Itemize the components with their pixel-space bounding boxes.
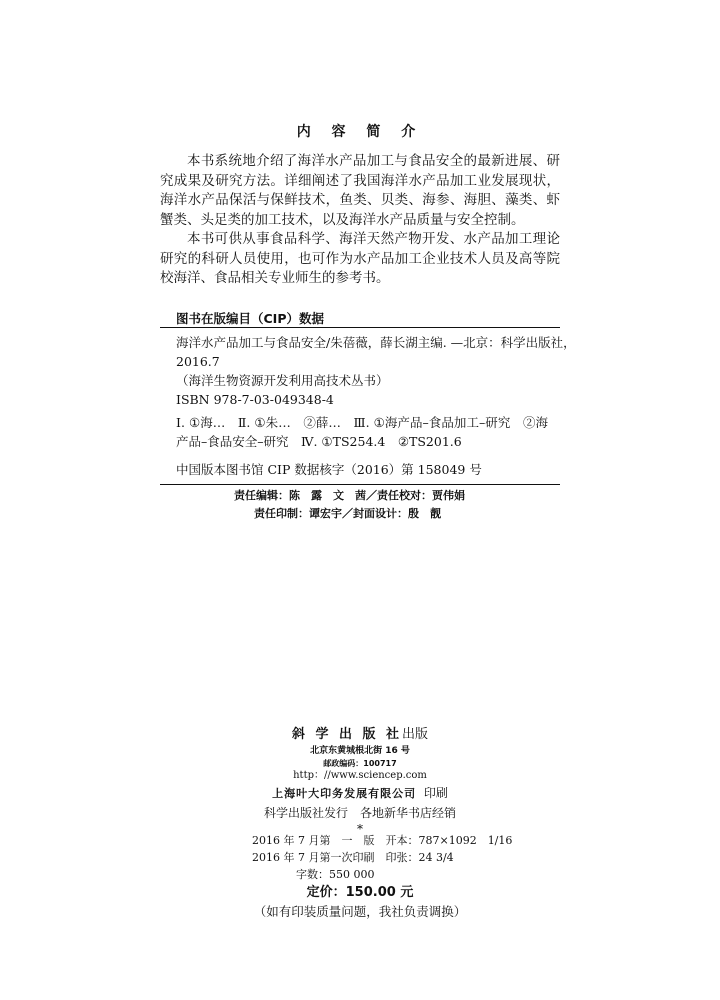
printer-line [160, 783, 560, 804]
cip-series-line: （海洋生物资源开发利用高技术丛书） [176, 373, 389, 388]
editor-credits [160, 487, 560, 523]
quality-notice: （如有印装质量问题，我社负责调换） [253, 904, 467, 919]
publisher-postcode: 邮政编码：100717 [323, 759, 397, 768]
summary-paragraph-1: 本书系统地介绍了海洋水产品加工与食品安全的最新进展、研究成果及研究方法。详细阐述了我国海洋水产品加工业发展现状，海洋水产品保活与保鲜技术，鱼类、贝类、海参、海胆、藻类、虾蟹类、头足类的加工技术，以及海洋水产品质量与安全控制。 [160, 153, 560, 228]
printer-name: 上海叶大印务发展有限公司 [272, 787, 417, 800]
cip-bottom-rule [160, 484, 560, 485]
cip-title-line: 海洋水产品加工与食品安全/朱蓓薇，薛长湖主编. —北京：科学出版社， [176, 335, 576, 350]
printer-suffix: 印刷 [423, 786, 448, 800]
summary-text [160, 152, 560, 289]
editor-credits-line-1: 责任编辑：陈 露 文 茜／责任校对：贾伟娟 [234, 489, 465, 502]
publisher-website: http：//www.sciencep.com [293, 770, 427, 781]
distribution-line: 科学出版社发行 各地新华书店经销 [263, 806, 456, 820]
cip-top-rule [160, 327, 560, 328]
cip-heading: 图书在版编目（CIP）数据 [176, 311, 324, 326]
cip-verify-number: 中国版本图书馆 CIP 数据核字（2016）第 158049 号 [176, 462, 482, 477]
cip-date-line: 2016.7 [176, 354, 220, 369]
cip-isbn-line: ISBN 978-7-03-049348-4 [176, 392, 334, 407]
publisher-block [160, 725, 560, 836]
separator-asterisk: * [357, 822, 363, 836]
summary-paragraph-2: 本书可供从事食品科学、海洋天然产物开发、水产品加工理论研究的科研人员使用，也可作为水产品加工企业技术人员及高等院校海洋、食品相关专业师生的参考书。 [160, 231, 560, 286]
edition-line: 2016 年 7 月第 一 版 开本：787×1092 1/16 [252, 834, 513, 847]
publisher-address: 北京东黄城根北街 16 号 [310, 746, 410, 756]
price-line: 定价：150.00 元 [306, 885, 414, 900]
publisher-suffix: 出版 [402, 727, 429, 742]
publisher-line [160, 725, 560, 745]
publisher-name: 斜 学 出 版 社 [291, 727, 403, 742]
cip-classification: Ⅰ. ①海… Ⅱ. ①朱… ②薛… Ⅲ. ①海产品–食品加工–研究 ②海产品–食品安全–研究 Ⅳ. ①TS254.4 ②TS201.6 [176, 415, 548, 449]
cip-record [176, 333, 576, 451]
summary-heading: 内 容 简 介 [296, 124, 424, 140]
editor-credits-line-2: 责任印制：谭宏宇／封面设计：殷 靓 [254, 507, 441, 520]
word-count-line: 字数：550 000 [296, 868, 375, 881]
printing-line: 2016 年 7 月第一次印刷 印张：24 3/4 [252, 851, 454, 864]
print-specs [252, 832, 512, 883]
